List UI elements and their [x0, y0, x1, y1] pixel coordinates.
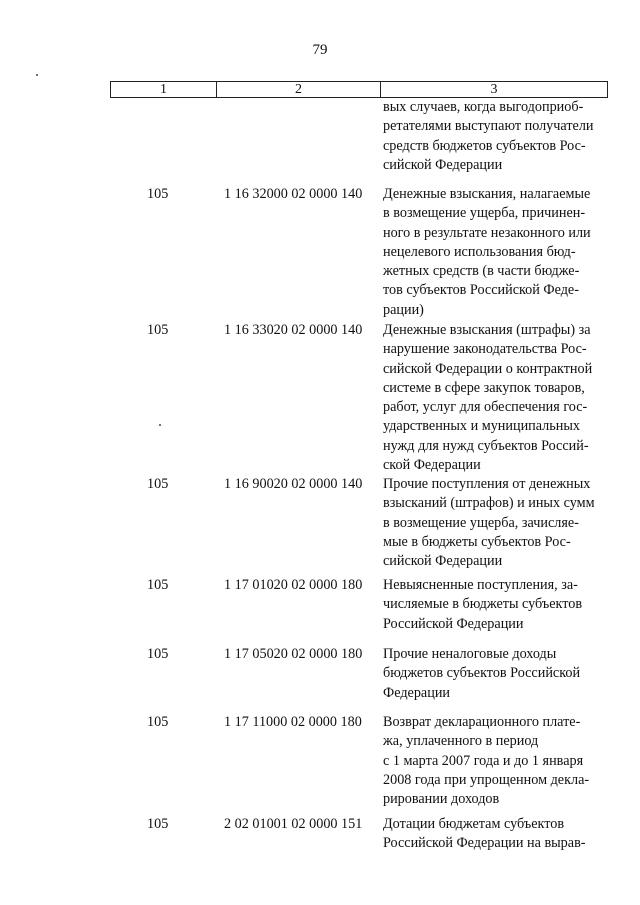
income-description [383, 645, 608, 703]
admin-code: 105 [147, 322, 169, 338]
description-line: мые в бюджеты субъектов Рос- [383, 533, 571, 550]
description-line: Прочие поступления от денежных [383, 476, 591, 492]
budget-classification-code: 1 17 05020 02 0000 180 [224, 646, 363, 662]
income-description [383, 576, 608, 634]
description-line: взысканий (штрафов) и иных сумм [383, 495, 595, 512]
description-line: жетных средств (в части бюдже- [383, 263, 580, 280]
income-description [383, 815, 608, 854]
column-2-header: 2 [217, 82, 381, 97]
page-number: 79 [312, 42, 328, 58]
budget-classification-code: 1 16 32000 02 0000 140 [224, 186, 363, 202]
description-line: в возмещение ущерба, причинен- [383, 205, 586, 222]
description-line: сийской Федерации [383, 156, 503, 173]
description-line: Денежные взыскания, налагаемые [383, 186, 591, 202]
description-line: ударственных и муниципальных [383, 418, 580, 435]
description-line: сийской Федерации [383, 553, 503, 570]
description-line: системе в сфере закупок товаров, [383, 379, 585, 396]
description-line: Прочие неналоговые доходы [383, 646, 557, 662]
budget-classification-code: 2 02 01001 02 0000 151 [224, 816, 363, 832]
column-3-header: 3 [490, 82, 498, 97]
description-line: ретателями выступают получатели [383, 118, 594, 135]
admin-code: 105 [147, 186, 169, 202]
column-1-header: 1 [111, 82, 217, 97]
description-line: Российской Федерации на вырав- [383, 835, 586, 852]
scan-speck [159, 424, 161, 426]
description-line: Дотации бюджетам субъектов [383, 816, 565, 832]
description-line: Возврат декларационного плате- [383, 714, 581, 730]
description-line: с 1 марта 2007 года и до 1 января [383, 752, 584, 769]
description-line: ного в результате незаконного или [383, 224, 591, 241]
description-line: числяемые в бюджеты субъектов [383, 596, 583, 613]
budget-classification-code: 1 16 33020 02 0000 140 [224, 322, 363, 338]
description-line: бюджетов субъектов Российской [383, 665, 581, 682]
budget-classification-code: 1 16 90020 02 0000 140 [224, 476, 363, 492]
income-description [383, 321, 608, 475]
description-line: средств бюджетов субъектов Рос- [383, 137, 586, 154]
description-line: Невыясненные поступления, за- [383, 577, 578, 593]
budget-classification-code: 1 17 11000 02 0000 180 [224, 714, 362, 730]
description-line: нарушение законодательства Рос- [383, 341, 587, 358]
admin-code: 105 [147, 476, 169, 492]
description-line: сийской Федерации о контрактной [383, 360, 593, 377]
description-line: Российской Федерации [383, 615, 524, 632]
description-line: 2008 года при упрощенном декла- [383, 771, 590, 788]
income-description [383, 475, 608, 571]
description-line: нужд для нужд субъектов Россий- [383, 437, 589, 454]
admin-code: 105 [147, 646, 169, 662]
description-line: рации) [383, 301, 424, 318]
continuation-description [383, 98, 608, 175]
description-line: вых случаев, когда выгодоприоб- [383, 99, 584, 115]
budget-classification-code: 1 17 01020 02 0000 180 [224, 577, 363, 593]
description-line: Федерации [383, 684, 451, 701]
table-column-header [110, 81, 608, 98]
scan-speck [36, 74, 38, 76]
admin-code: 105 [147, 816, 169, 832]
admin-code: 105 [147, 577, 169, 593]
description-line: в возмещение ущерба, зачисляе- [383, 514, 579, 531]
income-description [383, 713, 608, 809]
description-line: жа, уплаченного в период [383, 733, 539, 750]
description-line: Денежные взыскания (штрафы) за [383, 322, 591, 338]
description-line: рировании доходов [383, 791, 500, 808]
description-line: работ, услуг для обеспечения гос- [383, 399, 588, 416]
description-line: тов субъектов Российской Феде- [383, 282, 579, 299]
description-line: ской Федерации [383, 457, 481, 474]
admin-code: 105 [147, 714, 169, 730]
income-description [383, 185, 608, 320]
description-line: нецелевого использования бюд- [383, 243, 576, 260]
